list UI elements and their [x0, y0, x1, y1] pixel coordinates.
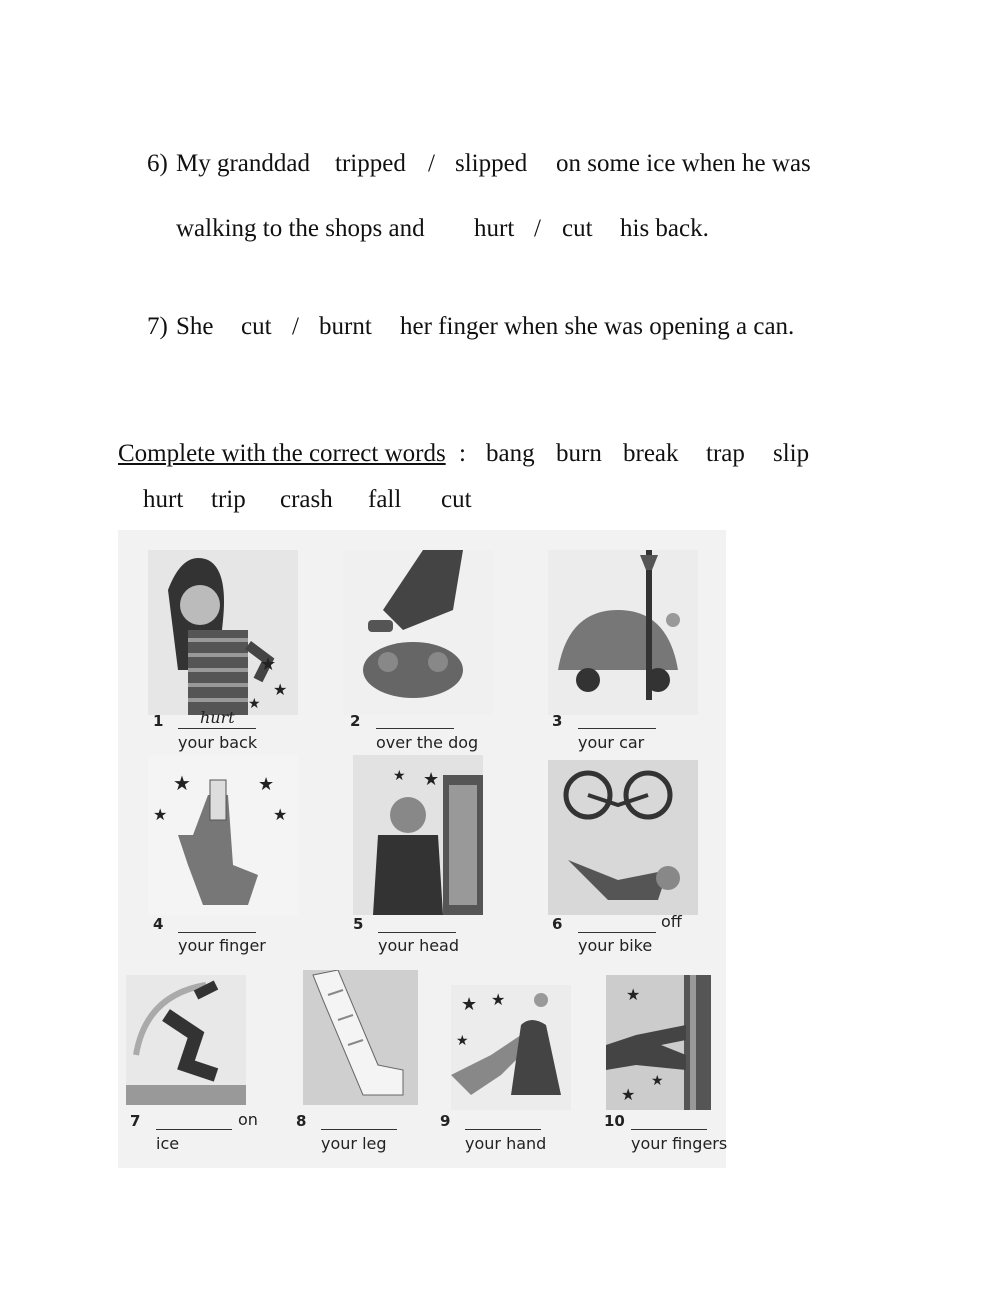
svg-text:★: ★	[153, 807, 168, 824]
item-5-blank[interactable]	[378, 932, 456, 933]
item-6-blank[interactable]	[578, 932, 656, 933]
q7-text-1: She	[176, 313, 214, 340]
word-bang: bang	[486, 440, 535, 467]
q6-text-4: his back.	[620, 215, 709, 242]
q6-option-hurt[interactable]: hurt	[474, 215, 515, 242]
word-slip: slip	[773, 440, 810, 467]
word-burn: burn	[556, 440, 602, 467]
q6-separator-2: /	[534, 215, 541, 242]
item-5-phrase: your head	[378, 936, 460, 955]
svg-text:★: ★	[626, 987, 641, 1004]
item-3-blank[interactable]	[578, 728, 656, 729]
svg-text:★: ★	[651, 1074, 664, 1089]
item-10-phrase: your fingers	[631, 1134, 728, 1153]
svg-text:★: ★	[393, 769, 406, 784]
q6-option-cut[interactable]: cut	[562, 215, 593, 242]
item-2-number: 2	[350, 712, 361, 730]
picture-fall-bike	[548, 760, 698, 915]
svg-text:★: ★	[260, 654, 277, 674]
item-10-number: 10	[604, 1112, 625, 1130]
item-4-blank[interactable]	[178, 932, 256, 933]
item-7-blank[interactable]	[156, 1129, 232, 1130]
picture-break-finger	[148, 755, 298, 915]
word-trap: trap	[706, 440, 745, 467]
picture-bang-head	[353, 755, 483, 915]
picture-burn-hand	[451, 985, 571, 1110]
q6-text-1: My granddad	[176, 150, 310, 177]
item-6-suffix: off	[661, 912, 682, 931]
q7-number: 7)	[147, 313, 168, 340]
item-6-phrase: your bike	[578, 936, 653, 955]
q7-separator: /	[292, 313, 299, 340]
item-2-blank[interactable]	[376, 728, 454, 729]
picture-hurt-back	[148, 550, 298, 715]
item-9-blank[interactable]	[465, 1129, 541, 1130]
q7-option-cut[interactable]: cut	[241, 313, 272, 340]
item-7-number: 7	[130, 1112, 141, 1130]
svg-text:★: ★	[423, 769, 440, 789]
word-crash: crash	[280, 486, 333, 513]
svg-text:★: ★	[621, 1087, 636, 1104]
item-4-phrase: your finger	[178, 936, 266, 955]
item-1-number: 1	[153, 712, 164, 730]
picture-trap-fingers	[606, 975, 711, 1110]
svg-text:★: ★	[273, 807, 288, 824]
q6-option-tripped[interactable]: tripped	[335, 150, 406, 177]
illustration-panel	[118, 530, 726, 1168]
q6-text-3: walking to the shops and	[176, 215, 425, 242]
item-1-phrase: your back	[178, 733, 258, 752]
item-6-number: 6	[552, 915, 563, 933]
task-colon: :	[459, 440, 466, 467]
q6-number: 6)	[147, 150, 168, 177]
q6-separator-1: /	[428, 150, 435, 177]
picture-slip-ice	[126, 975, 246, 1105]
item-3-phrase: your car	[578, 733, 645, 752]
svg-text:★: ★	[273, 682, 288, 699]
item-5-number: 5	[353, 915, 364, 933]
item-8-phrase: your leg	[321, 1134, 387, 1153]
q6-option-slipped[interactable]: slipped	[455, 150, 528, 177]
word-hurt: hurt	[143, 486, 184, 513]
svg-text:★: ★	[461, 994, 478, 1014]
item-1-blank[interactable]	[178, 728, 256, 729]
q7-option-burnt[interactable]: burnt	[319, 313, 372, 340]
item-1-answer: hurt	[200, 708, 235, 727]
item-9-number: 9	[440, 1112, 451, 1130]
item-7-phrase: ice	[156, 1134, 180, 1153]
svg-text:★: ★	[456, 1034, 469, 1049]
picture-trip-dog	[343, 550, 493, 715]
q6-text-2: on some ice when he was	[556, 150, 811, 177]
word-break: break	[623, 440, 679, 467]
picture-crash-car	[548, 550, 698, 715]
item-8-blank[interactable]	[321, 1129, 397, 1130]
item-8-number: 8	[296, 1112, 307, 1130]
picture-break-leg	[303, 970, 418, 1105]
item-4-number: 4	[153, 915, 164, 933]
svg-text:★: ★	[491, 992, 506, 1009]
svg-text:★: ★	[173, 773, 191, 795]
item-3-number: 3	[552, 712, 563, 730]
svg-text:★: ★	[248, 697, 261, 712]
task-instruction: Complete with the correct words	[118, 440, 446, 467]
item-2-phrase: over the dog	[376, 733, 479, 752]
word-fall: fall	[368, 486, 402, 513]
svg-text:★: ★	[258, 774, 275, 794]
item-9-phrase: your hand	[465, 1134, 547, 1153]
word-trip: trip	[211, 486, 246, 513]
item-7-suffix: on	[238, 1110, 258, 1129]
word-cut: cut	[441, 486, 472, 513]
item-10-blank[interactable]	[631, 1129, 707, 1130]
q7-text-2: her finger when she was opening a can.	[400, 313, 795, 340]
